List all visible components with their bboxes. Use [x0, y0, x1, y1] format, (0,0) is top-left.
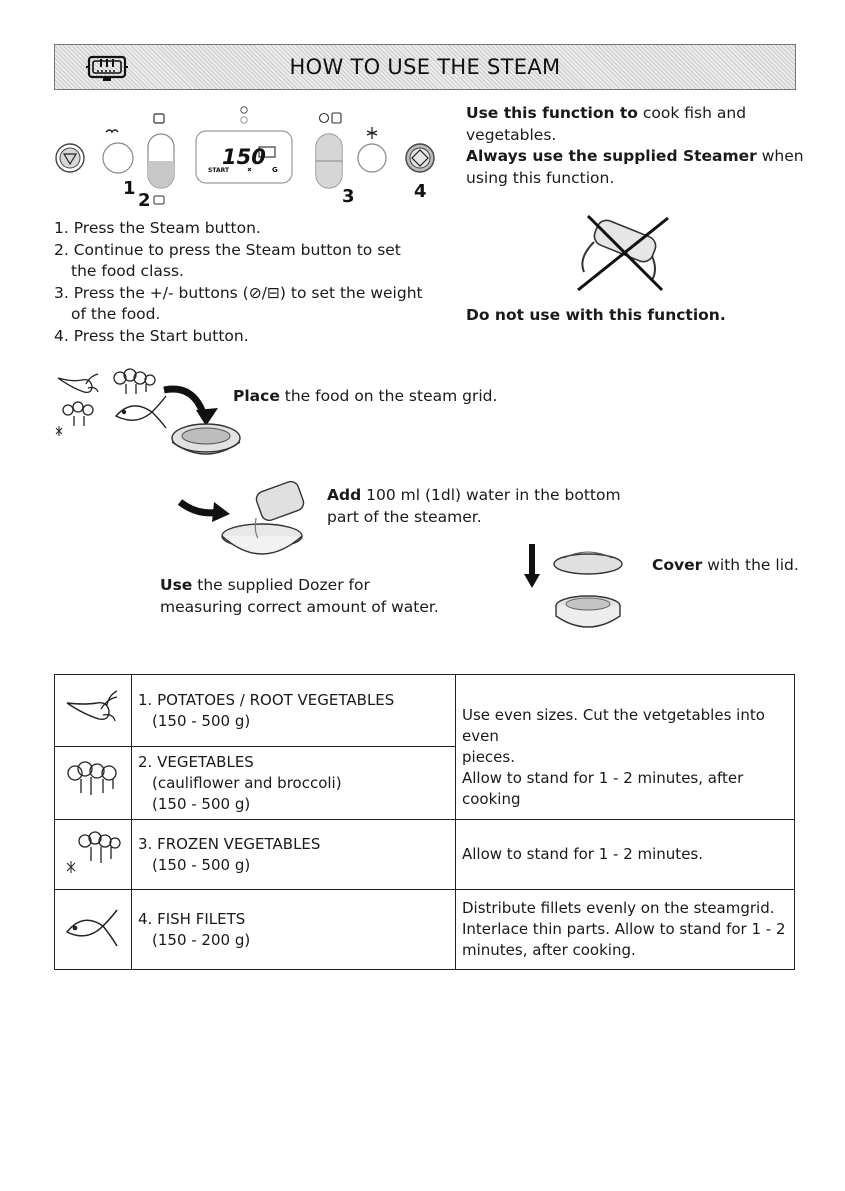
instruction-steps [54, 218, 444, 347]
steam-symbol-small-icon [154, 196, 164, 204]
program-weight: (150 - 200 g) [152, 930, 251, 949]
root-vegetable-icon [58, 374, 98, 392]
cover-text: with the lid. [702, 556, 799, 574]
steam-symbol-icon [154, 114, 164, 123]
veg-note [456, 675, 795, 820]
program-title: 4. FISH FILETS [138, 909, 246, 928]
use-text-2: measuring correct amount of water. [160, 597, 439, 616]
table-row [55, 675, 795, 747]
program-subtitle: (cauliflower and broccoli) [152, 773, 342, 792]
intro-text [466, 103, 806, 189]
intro-text-1: cook fish and [637, 104, 747, 122]
frozen-vegetables-icon [63, 829, 123, 875]
warning-text: Do not use with this function. [466, 306, 726, 324]
cover-illustration [524, 540, 636, 644]
label-2: 2 [138, 190, 151, 211]
minus-icon [320, 114, 329, 123]
program-weight: (150 - 500 g) [152, 711, 251, 730]
food-icons-group [54, 366, 174, 438]
use-bold: Use [160, 576, 193, 594]
table-row [55, 820, 795, 890]
weight-buttons[interactable] [316, 134, 342, 188]
label-4: 4 [414, 181, 427, 202]
note-line: Allow to stand for 1 - 2 minutes. [462, 845, 704, 863]
program-title: 1. POTATOES / ROOT VEGETABLES [138, 690, 395, 709]
program-weight: (150 - 500 g) [152, 855, 251, 874]
display-value: 150 [222, 145, 266, 169]
add-text: 100 ml (1dl) water in the bottom [361, 486, 621, 504]
display-start-label: START [208, 167, 230, 174]
place-bold: Place [233, 387, 280, 405]
plus-icon [332, 113, 341, 123]
steam-program-table [54, 674, 795, 970]
fish-note [456, 890, 795, 970]
title-banner [54, 44, 796, 90]
place-text: the food on the steam grid. [279, 387, 498, 405]
step-2-cont: the food class. [71, 262, 184, 280]
note-line: Interlace thin parts. Allow to stand for 1 - 2 [462, 920, 786, 938]
add-instruction [327, 485, 621, 528]
stop-button[interactable] [56, 144, 84, 172]
fish-icon [116, 396, 166, 428]
root-vegetable-icon [63, 685, 123, 731]
program-weight: (150 - 500 g) [152, 794, 251, 813]
microwave-wave-icon [106, 130, 118, 132]
place-instruction [233, 386, 497, 408]
frozen-note [456, 820, 795, 890]
add-bold: Add [327, 486, 362, 504]
defrost-icon [367, 127, 377, 139]
page-title: HOW TO USE THE STEAM [289, 55, 561, 79]
fish-icon [63, 904, 123, 950]
label-1: 1 [123, 178, 136, 199]
intro-bold-1: Use this function to [466, 104, 638, 122]
frozen-vegetables-icon [56, 402, 93, 436]
use-text: the supplied Dozer for [192, 576, 370, 594]
note-line: pieces. [462, 748, 515, 766]
note-line: Use even sizes. Cut the vetgetables into even [462, 706, 765, 745]
program-title: 2. VEGETABLES [138, 752, 254, 771]
add-text-2: part of the steamer. [327, 507, 482, 526]
step-2: 2. Continue to press the Steam button to set [54, 240, 401, 259]
display [196, 107, 292, 183]
crossed-accessory-icon [564, 210, 680, 298]
cover-instruction [652, 555, 799, 577]
broccoli-icon [63, 757, 123, 803]
cover-bold: Cover [652, 556, 703, 574]
intro-text-2: when [756, 147, 804, 165]
intro-text-1b: vegetables. [466, 125, 557, 144]
step-1: 1. Press the Steam button. [54, 219, 261, 237]
control-panel [54, 96, 440, 214]
program-title: 3. FROZEN VEGETABLES [138, 834, 321, 853]
label-3: 3 [342, 186, 355, 207]
step-3-cont: of the food. [71, 305, 161, 323]
note-line: minutes, after cooking. [462, 941, 636, 959]
intro-text-2b: using this function. [466, 168, 615, 187]
microwave-button[interactable] [103, 143, 133, 173]
broccoli-icon [114, 369, 155, 394]
steam-button[interactable] [148, 134, 174, 188]
start-button[interactable] [406, 144, 434, 172]
note-line: Allow to stand for 1 - 2 minutes, after [462, 769, 744, 787]
add-water-illustration [176, 478, 326, 570]
table-row [55, 890, 795, 970]
intro-bold-2: Always use the supplied Steamer [466, 147, 757, 165]
step-4: 4. Press the Start button. [54, 326, 249, 345]
defrost-button[interactable] [358, 144, 386, 172]
note-line: cooking [462, 790, 521, 808]
use-instruction [160, 575, 439, 618]
step-3: 3. Press the +/- buttons (⊘/⊟) to set the weight [54, 283, 423, 302]
display-unit-label: G [272, 166, 278, 174]
note-line: Distribute fillets evenly on the steamgrid. [462, 899, 775, 917]
